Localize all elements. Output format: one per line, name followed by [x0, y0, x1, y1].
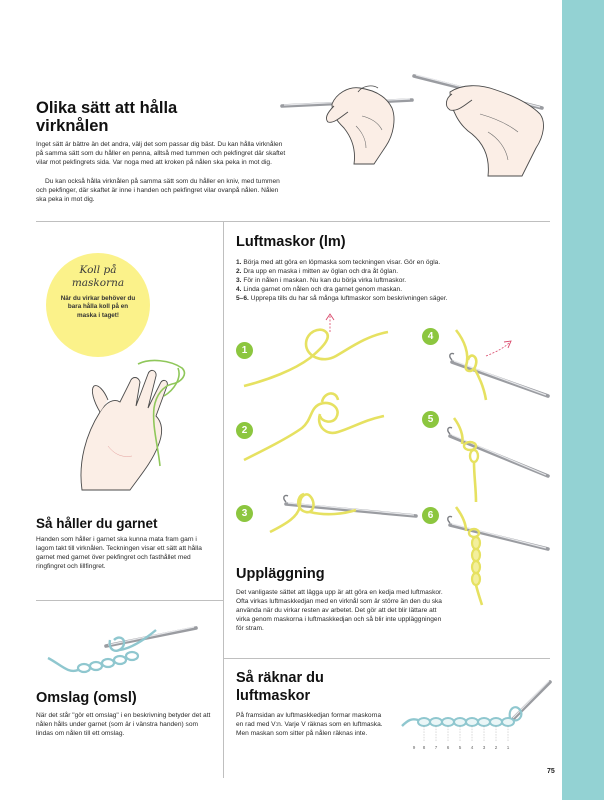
figure-number-2: 2: [236, 422, 253, 439]
chain-step-4-number: 4.: [236, 286, 242, 294]
chain-steps-list: [236, 258, 552, 303]
stitch-label-2: 2: [494, 745, 498, 750]
stitch-label-1: 1: [506, 745, 510, 750]
stitch-label-7: 7: [434, 745, 438, 750]
chain-step-2-text: Dra upp en maska i mitten av öglan och dra åt öglan.: [243, 268, 399, 276]
chain-step-1-text: Börja med att göra en löpmaska som teckningen visar. Gör en ögla.: [243, 259, 441, 266]
hook-in-loop-figure: [256, 476, 416, 536]
figure-number-4: 4: [422, 328, 439, 345]
two-chain-stitches-figure: [444, 414, 554, 504]
stitch-label-6: 6: [446, 745, 450, 750]
yarn-over-text: När det står "gör ett omslag" i en beskrivning betyder det att nålen hålls under garnet (som är i vänstra handen) som lindas om nålen till ett omslag.: [36, 712, 211, 737]
tip-note-text: När du virkar behöver du bara hålla koll på en maska i taget!: [60, 295, 136, 319]
hand-holding-yarn-illustration: [60, 350, 210, 500]
stitch-label-4: 4: [470, 745, 474, 750]
chain-step-3: [236, 276, 552, 285]
knife-grip-illustration: [410, 58, 560, 178]
hold-yarn-text: Handen som håller i garnet ska kunna mata fram garn i lagom takt till virknålen. Teckningen visar ett sätt att hålla garnet med garnet över pekfingret och fasthållet med ringfingret och lillfingret.: [36, 536, 202, 570]
stitch-label-9: 9: [412, 745, 416, 750]
chain-step-4-text: Linda garnet om nålen och dra garnet genom maskan.: [243, 286, 403, 294]
yarn-over-chain-illustration: [46, 626, 196, 688]
count-chain-illustration: [400, 680, 554, 760]
divider-top: [36, 221, 550, 222]
watermark: PassionForum.ru: [500, 786, 561, 795]
foundation-text: Det vanligaste sättet att lägga upp är att göra en kedja med luftmaskor. Ofta virkas luftmaskkedjan med en virknål som är större än den du ska använda när du virkar resten av arbetet. Det gör att det blir lättare att virka genom maskorna i luftmaskkedjan och så blir inte uppläggningen för stram.: [236, 589, 443, 632]
divider-vertical: [223, 222, 224, 778]
figure-number-3: 3: [236, 505, 253, 522]
tip-note-title-line-2: maskorna: [71, 277, 125, 289]
chain-step-5-6-number: 5–6.: [236, 295, 249, 303]
slip-knot-loop-figure: [238, 312, 418, 392]
count-title-line-1: Så räknar du: [236, 670, 324, 686]
chain-title: Luftmaskor (lm): [236, 234, 346, 250]
tip-note-bubble: [46, 253, 150, 357]
hold-hook-paragraph-2: Du kan också hålla virknålen på samma sätt som du håller en kniv, med tummen och pekfinger, där skaftet är inne i handen och pekfingret vilar ovanpå nålen. Nålen ska peka in mot dig.: [36, 178, 280, 203]
chain-step-2: [236, 267, 552, 276]
chain-step-5-6-text: Upprepa tills du har så många luftmaskor som beskrivningen säger.: [250, 295, 448, 303]
divider-left-middle: [36, 600, 223, 601]
figure-number-6: 6: [422, 507, 439, 524]
pencil-grip-illustration: [262, 56, 412, 166]
figure-number-5: 5: [422, 411, 439, 428]
side-color-strip: [562, 0, 604, 800]
chain-step-3-number: 3.: [236, 277, 242, 285]
yarn-over-hook-figure: [444, 322, 554, 402]
hold-hook-paragraph-1: Inget sätt är bättre än det andra, välj det som passar dig bäst. Du kan hålla virknålen på samma sätt som du håller en penna, alltså med tummen och pekfingret där skaftet vilar mot pekfingrets sida. Var noga med att kroken på nålen ska peka in mot dig.: [36, 141, 286, 166]
hold-hook-title: Olika sätt att hålla virknålen: [36, 99, 178, 136]
chain-step-4: [236, 285, 552, 294]
tip-note-title-line-1: Koll på: [79, 264, 117, 276]
page-number: 75: [547, 768, 555, 775]
count-text: På framsidan av luftmaskkedjan formar maskorna en rad med V:n. Varje V räknas som en luftmaska. Men maskan som sitter på nålen räknas inte.: [236, 712, 383, 737]
yarn-over-title: Omslag (omsl): [36, 690, 137, 706]
chain-step-1: [236, 258, 552, 267]
chain-step-3-text: För in nålen i maskan. Nu kan du börja virka luftmaskor.: [243, 277, 407, 285]
figure-number-1: 1: [236, 342, 253, 359]
hold-yarn-title: Så håller du garnet: [36, 516, 158, 531]
chain-of-stitches-figure: [444, 505, 554, 605]
stitch-label-5: 5: [458, 745, 462, 750]
stitch-label-3: 3: [482, 745, 486, 750]
divider-right-middle: [224, 658, 550, 659]
count-title-line-2: luftmaskor: [236, 688, 311, 704]
chain-step-1-number: 1.: [236, 259, 242, 266]
chain-step-2-number: 2.: [236, 268, 242, 276]
stitch-label-8: 8: [422, 745, 426, 750]
foundation-title: Uppläggning: [236, 566, 325, 582]
chain-step-5-6: [236, 294, 552, 303]
loop-pulled-through-figure: [240, 390, 420, 470]
